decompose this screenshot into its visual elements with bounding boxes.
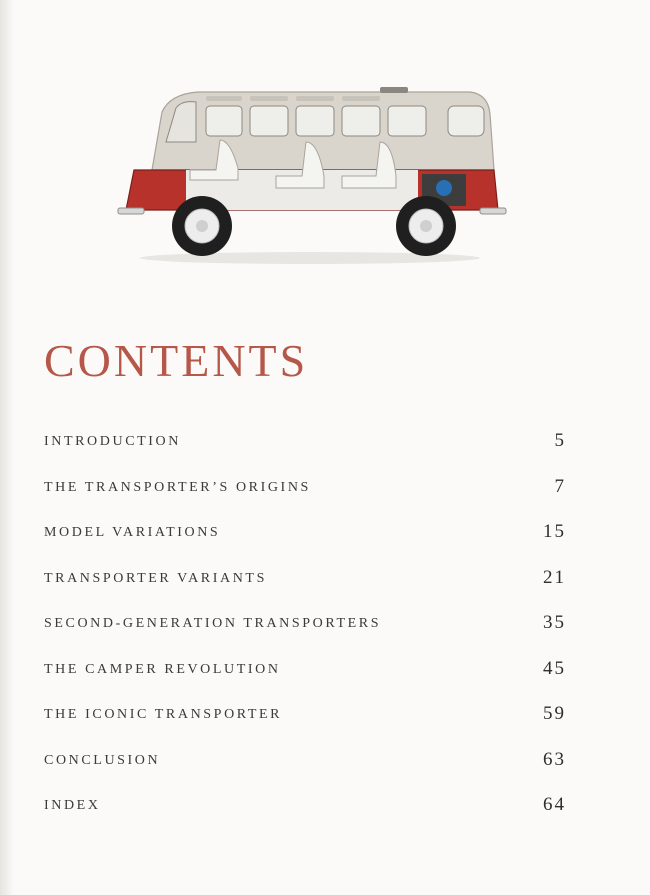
toc-entry-label: THE ICONIC TRANSPORTER <box>44 707 283 722</box>
toc-entry-page: 64 <box>543 794 566 815</box>
toc-entry-label: INTRODUCTION <box>44 434 181 449</box>
toc-entry-label: MODEL VARIATIONS <box>44 525 221 540</box>
toc-entry[interactable] <box>44 703 566 749</box>
toc-entry-page: 5 <box>554 430 566 451</box>
toc-entry[interactable] <box>44 658 566 704</box>
toc-entry-label: SECOND-GENERATION TRANSPORTERS <box>44 616 382 631</box>
toc-entry-page: 15 <box>543 521 566 542</box>
toc-entry-label: THE TRANSPORTER’S ORIGINS <box>44 479 311 495</box>
toc-entry[interactable] <box>44 521 566 567</box>
toc-entry-page: 35 <box>543 612 566 633</box>
toc-entry-page: 63 <box>543 748 566 770</box>
toc-entry-label: CONCLUSION <box>44 752 161 768</box>
toc-entry-page: 7 <box>554 475 566 497</box>
page-binding-shadow <box>0 0 14 895</box>
toc-entry-page: 59 <box>543 703 566 724</box>
toc-entry-label: THE CAMPER REVOLUTION <box>44 661 281 677</box>
toc-entry-label: INDEX <box>44 798 101 813</box>
toc-entry-page: 21 <box>543 566 566 588</box>
toc-entry-label: TRANSPORTER VARIANTS <box>44 570 267 586</box>
toc-entry-page: 45 <box>543 657 566 679</box>
toc-entry[interactable] <box>44 567 566 613</box>
page-title: CONTENTS <box>44 335 309 386</box>
table-of-contents <box>44 430 566 840</box>
toc-entry[interactable] <box>44 749 566 795</box>
vw-bus-illustration <box>110 70 510 270</box>
toc-entry[interactable] <box>44 430 566 476</box>
toc-entry[interactable] <box>44 612 566 658</box>
toc-entry[interactable] <box>44 476 566 522</box>
toc-entry[interactable] <box>44 794 566 840</box>
